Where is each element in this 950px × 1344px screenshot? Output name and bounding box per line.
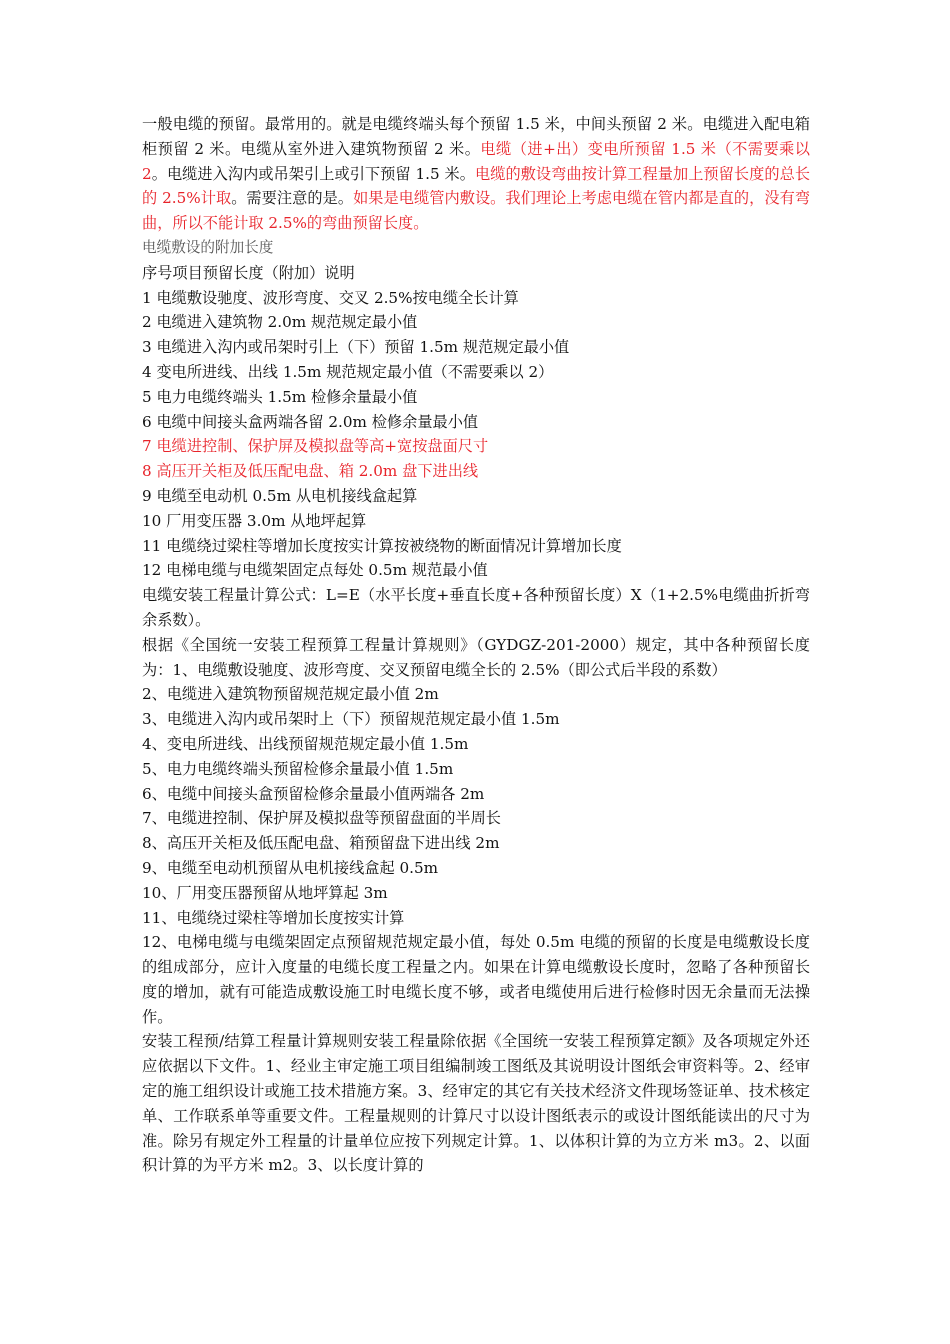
rule-item: 8、高压开关柜及低压配电盘、箱预留盘下进出线 2m [142, 834, 500, 853]
intro-text-2: 。电缆进入沟内或吊架引上或引下预留 1.5 米。 [151, 164, 475, 183]
section-subtitle: 电缆敷设的附加长度 [142, 238, 274, 256]
rule-item: 6、电缆中间接头盒预留检修余量最小值两端各 2m [142, 784, 485, 803]
intro-text-1: 一般电缆的预留。最常用的。就是电缆终端头每个预留 1.5 米，中间头预留 2 米。电缆进入配电箱柜预留 2 米。电缆从室外进入建筑物预留 2 米。 [142, 115, 810, 158]
rule-item: 9、电缆至电动机预留从电机接线盒起 0.5m [142, 858, 439, 877]
intro-text-3: 。需要注意的是。 [231, 189, 354, 208]
list-item: 4 变电所进线、出线 1.5m 规范规定最小值（不需要乘以 2） [142, 362, 554, 381]
list-item: 9 电缆至电动机 0.5m 从电机接线盒起算 [142, 486, 418, 505]
rule-item: 5、电力电缆终端头预留检修余量最小值 1.5m [142, 759, 454, 778]
list-item: 3 电缆进入沟内或吊架时引上（下）预留 1.5m 规范规定最小值 [142, 338, 570, 357]
list-item-highlight: 7 电缆进控制、保护屏及模拟盘等高+宽按盘面尺寸 [142, 437, 489, 456]
list-item-highlight: 8 高压开关柜及低压配电盘、箱 2.0m 盘下进出线 [142, 462, 479, 481]
rule-intro-paragraph: 根据《全国统一安装工程预算工程量计算规则》（GYDGZ-201-2000）规定，其中各种预留长度为：1、电缆敷设驰度、波形弯度、交叉预留电缆全长的 2.5%（即公式后半段的系数） [142, 635, 810, 679]
list-item: 2 电缆进入建筑物 2.0m 规范规定最小值 [142, 313, 418, 332]
rule-item: 11、电缆绕过梁柱等增加长度按实计算 [142, 908, 405, 927]
rule-item: 2、电缆进入建筑物预留规范规定最小值 2m [142, 685, 439, 704]
list-item: 11 电缆绕过梁柱等增加长度按实计算按被绕物的断面情况计算增加长度 [142, 536, 622, 555]
table-header: 序号项目预留长度（附加）说明 [142, 263, 355, 282]
list-item: 1 电缆敷设驰度、波形弯度、交叉 2.5%按电缆全长计算 [142, 288, 519, 307]
rule-12-paragraph: 12、电梯电缆与电缆架固定点预留规范规定最小值，每处 0.5m 电缆的预留的长度是电缆敷设长度的组成部分，应计入度量的电缆长度工程量之内。如果在计算电缆敷设长度时，忽略了各种预留长度的增加，就有可能造成敷设施工时电缆长度不够，或者电缆使用后进行检修时因无余量而无法操作。 [142, 933, 810, 1026]
list-item: 12 电梯电缆与电缆架固定点每处 0.5m 规范最小值 [142, 561, 488, 580]
list-item: 10 厂用变压器 3.0m 从地坪起算 [142, 511, 367, 530]
intro-highlight-2: 电缆的敷设弯曲按计算工程量加上预留长度的总长的 2.5%计取 [142, 164, 811, 208]
formula-paragraph: 电缆安装工程量计算公式：L=E（水平长度+垂直长度+各种预留长度）X（1+2.5%电缆曲折折弯余系数）。 [142, 586, 810, 629]
rule-item: 7、电缆进控制、保护屏及模拟盘等预留盘面的半周长 [142, 809, 501, 828]
rule-item: 4、变电所进线、出线预留规范规定最小值 1.5m [142, 734, 469, 753]
rule-item: 3、电缆进入沟内或吊架时上（下）预留规范规定最小值 1.5m [142, 710, 560, 729]
intro-highlight-1: 电缆（进+出）变电所预留 1.5 米（不需要乘以 2 [142, 139, 810, 183]
intro-highlight-3: 如果是电缆管内敷设。我们理论上考虑电缆在管内都是直的，没有弯曲，所以不能计取 2.5%的弯曲预留长度。 [142, 189, 811, 233]
settlement-paragraph: 安装工程预/结算工程量计算规则安装工程量除依据《全国统一安装工程预算定额》及各项规定外还应依据以下文件。1、经业主审定施工项目组编制竣工图纸及其说明设计图纸会审资料等。2、经审定的施工组织设计或施工技术措施方案。3、经审定的其它有关技术经济文件现场签证单、技术核定单、工作联系单等重要文件。工程量规则的计算尺寸以设计图纸表示的或设计图纸能读出的尺寸为准。除另有规定外工程量的计量单位应按下列规定计算。1、以体积计算的为立方米 m3。2、以面积计算的为平方米 m2。3、以长度计算的 [142, 1032, 810, 1175]
rule-item: 10、厂用变压器预留从地坪算起 3m [142, 883, 388, 902]
list-item: 5 电力电缆终端头 1.5m 检修余量最小值 [142, 387, 418, 406]
document-page [142, 112, 810, 1178]
list-item: 6 电缆中间接头盒两端各留 2.0m 检修余量最小值 [142, 412, 479, 431]
intro-paragraph [142, 112, 810, 236]
